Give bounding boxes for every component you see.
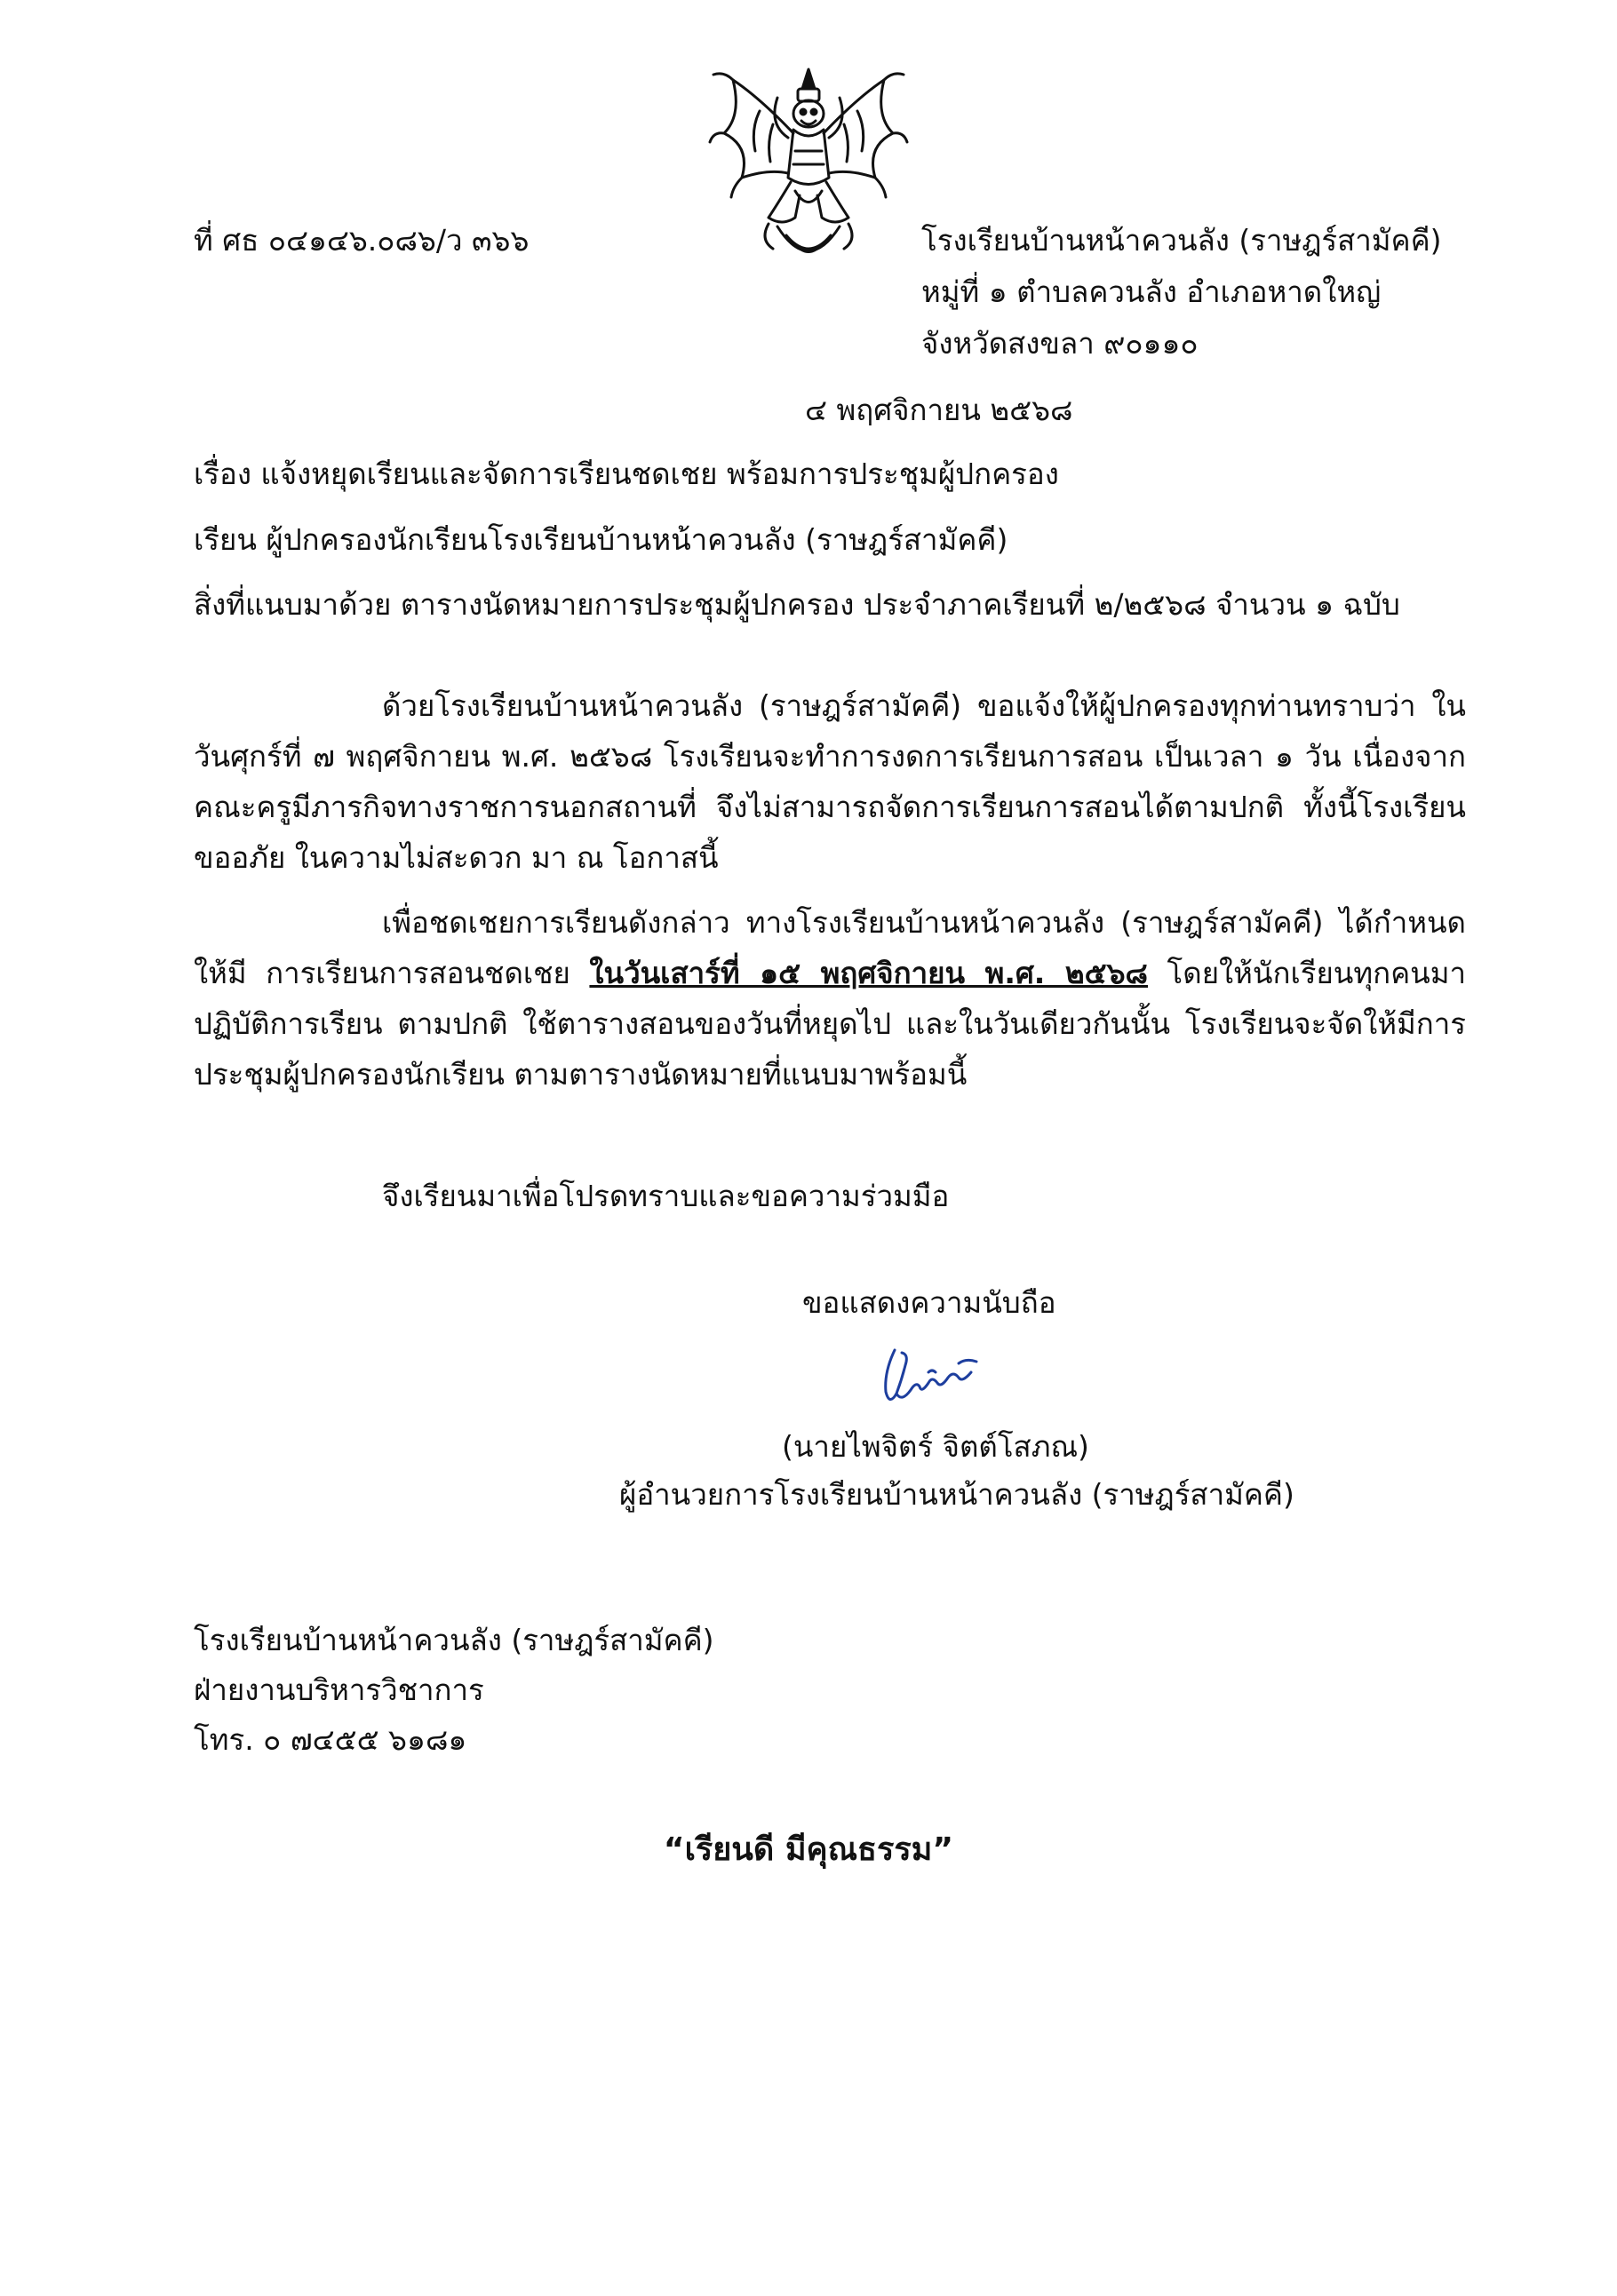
body-paragraph-2-text-start: เพื่อชดเชยการเรียนดังกล่าว ทางโรงเรียนบ้านหน้าควนลัง (ราษฎร์สามัคคี) ได้กำหนดให้มี การเรียนการสอนชดเชย <box>194 905 1466 990</box>
signer-name: (นายไพจิตร์ จิตต์โสภณ) <box>782 1429 1089 1464</box>
garuda-emblem-icon <box>706 62 911 284</box>
body-paragraph-1-text: ด้วยโรงเรียนบ้านหน้าควนลัง (ราษฎร์สามัคคี) ขอแจ้งให้ผู้ปกครองทุกท่านทราบว่า ในวันศุกร์ที่ ๗ พฤศจิกายน พ.ศ. ๒๕๖๘ โรงเรียนจะทำการงดการเรียนการสอน เป็นเวลา ๑ วัน เนื่องจาก คณะครูมีภารกิจทางราชการนอกสถานที่ จึงไม่สามารถจัดการเรียนการสอนได้ตามปกติ ทั้งนี้โรงเรียนขออภัย ในความไม่สะดวก มา ณ โอกาสนี้ <box>194 688 1466 875</box>
school-name: โรงเรียนบ้านหน้าควนลัง (ราษฎร์สามัคคี) <box>921 223 1442 258</box>
address-line-1: หมู่ที่ ๑ ตำบลควนลัง อำเภอหาดใหญ่ <box>921 274 1382 309</box>
body-paragraph-2-text-end: โดยให้นักเรียนทุกคนมาปฏิบัติการเรียน ตามปกติ ใช้ตารางสอนของวันที่หยุดไป และในวันเดียวกันนั้น โรงเรียนจะจัดให้มีการประชุมผู้ปกครองนักเรียน ตามตารางนัดหมายที่แนบมาพร้อมนี้ <box>194 956 1466 1092</box>
footer-phone: โทร. ๐ ๗๔๕๕ ๖๑๘๑ <box>194 1722 467 1757</box>
makeup-class-date: ในวันเสาร์ที่ ๑๕ พฤศจิกายน พ.ศ. ๒๕๖๘ <box>589 956 1149 990</box>
address-line-2: จังหวัดสงขลา ๙๐๑๑๐ <box>921 326 1199 361</box>
body-paragraph-2 <box>194 897 1466 1100</box>
letter-date: ๔ พฤศจิกายน ๒๕๖๘ <box>805 393 1073 427</box>
body-paragraph-1 <box>194 680 1466 883</box>
enclosure-line: สิ่งที่แนบมาด้วย ตารางนัดหมายการประชุมผู้ปกครอง ประจำภาคเรียนที่ ๒/๒๕๖๘ จำนวน ๑ ฉบับ <box>194 587 1400 622</box>
signer-position: ผู้อำนวยการโรงเรียนบ้านหน้าควนลัง (ราษฎร์สามัคคี) <box>619 1477 1294 1512</box>
closing-line: จึงเรียนมาเพื่อโปรดทราบและขอความร่วมมือ <box>382 1179 950 1213</box>
recipient-line: เรียน ผู้ปกครองนักเรียนโรงเรียนบ้านหน้าควนลัง (ราษฎร์สามัคคี) <box>194 522 1008 557</box>
subject-line: เรื่อง แจ้งหยุดเรียนและจัดการเรียนชดเชย พร้อมการประชุมผู้ปกครอง <box>194 457 1059 491</box>
footer-department: ฝ่ายงานบริหารวิชาการ <box>194 1672 484 1707</box>
footer-organization: โรงเรียนบ้านหน้าควนลัง (ราษฎร์สามัคคี) <box>194 1623 714 1657</box>
regards-text: ขอแสดงความนับถือ <box>802 1285 1056 1320</box>
school-motto: “เรียนดี มีคุณธรรม” <box>663 1831 954 1868</box>
reference-number: ที่ ศธ ๐๔๑๔๖.๐๘๖/ว ๓๖๖ <box>194 223 530 258</box>
handwritten-signature-icon <box>866 1337 1000 1417</box>
